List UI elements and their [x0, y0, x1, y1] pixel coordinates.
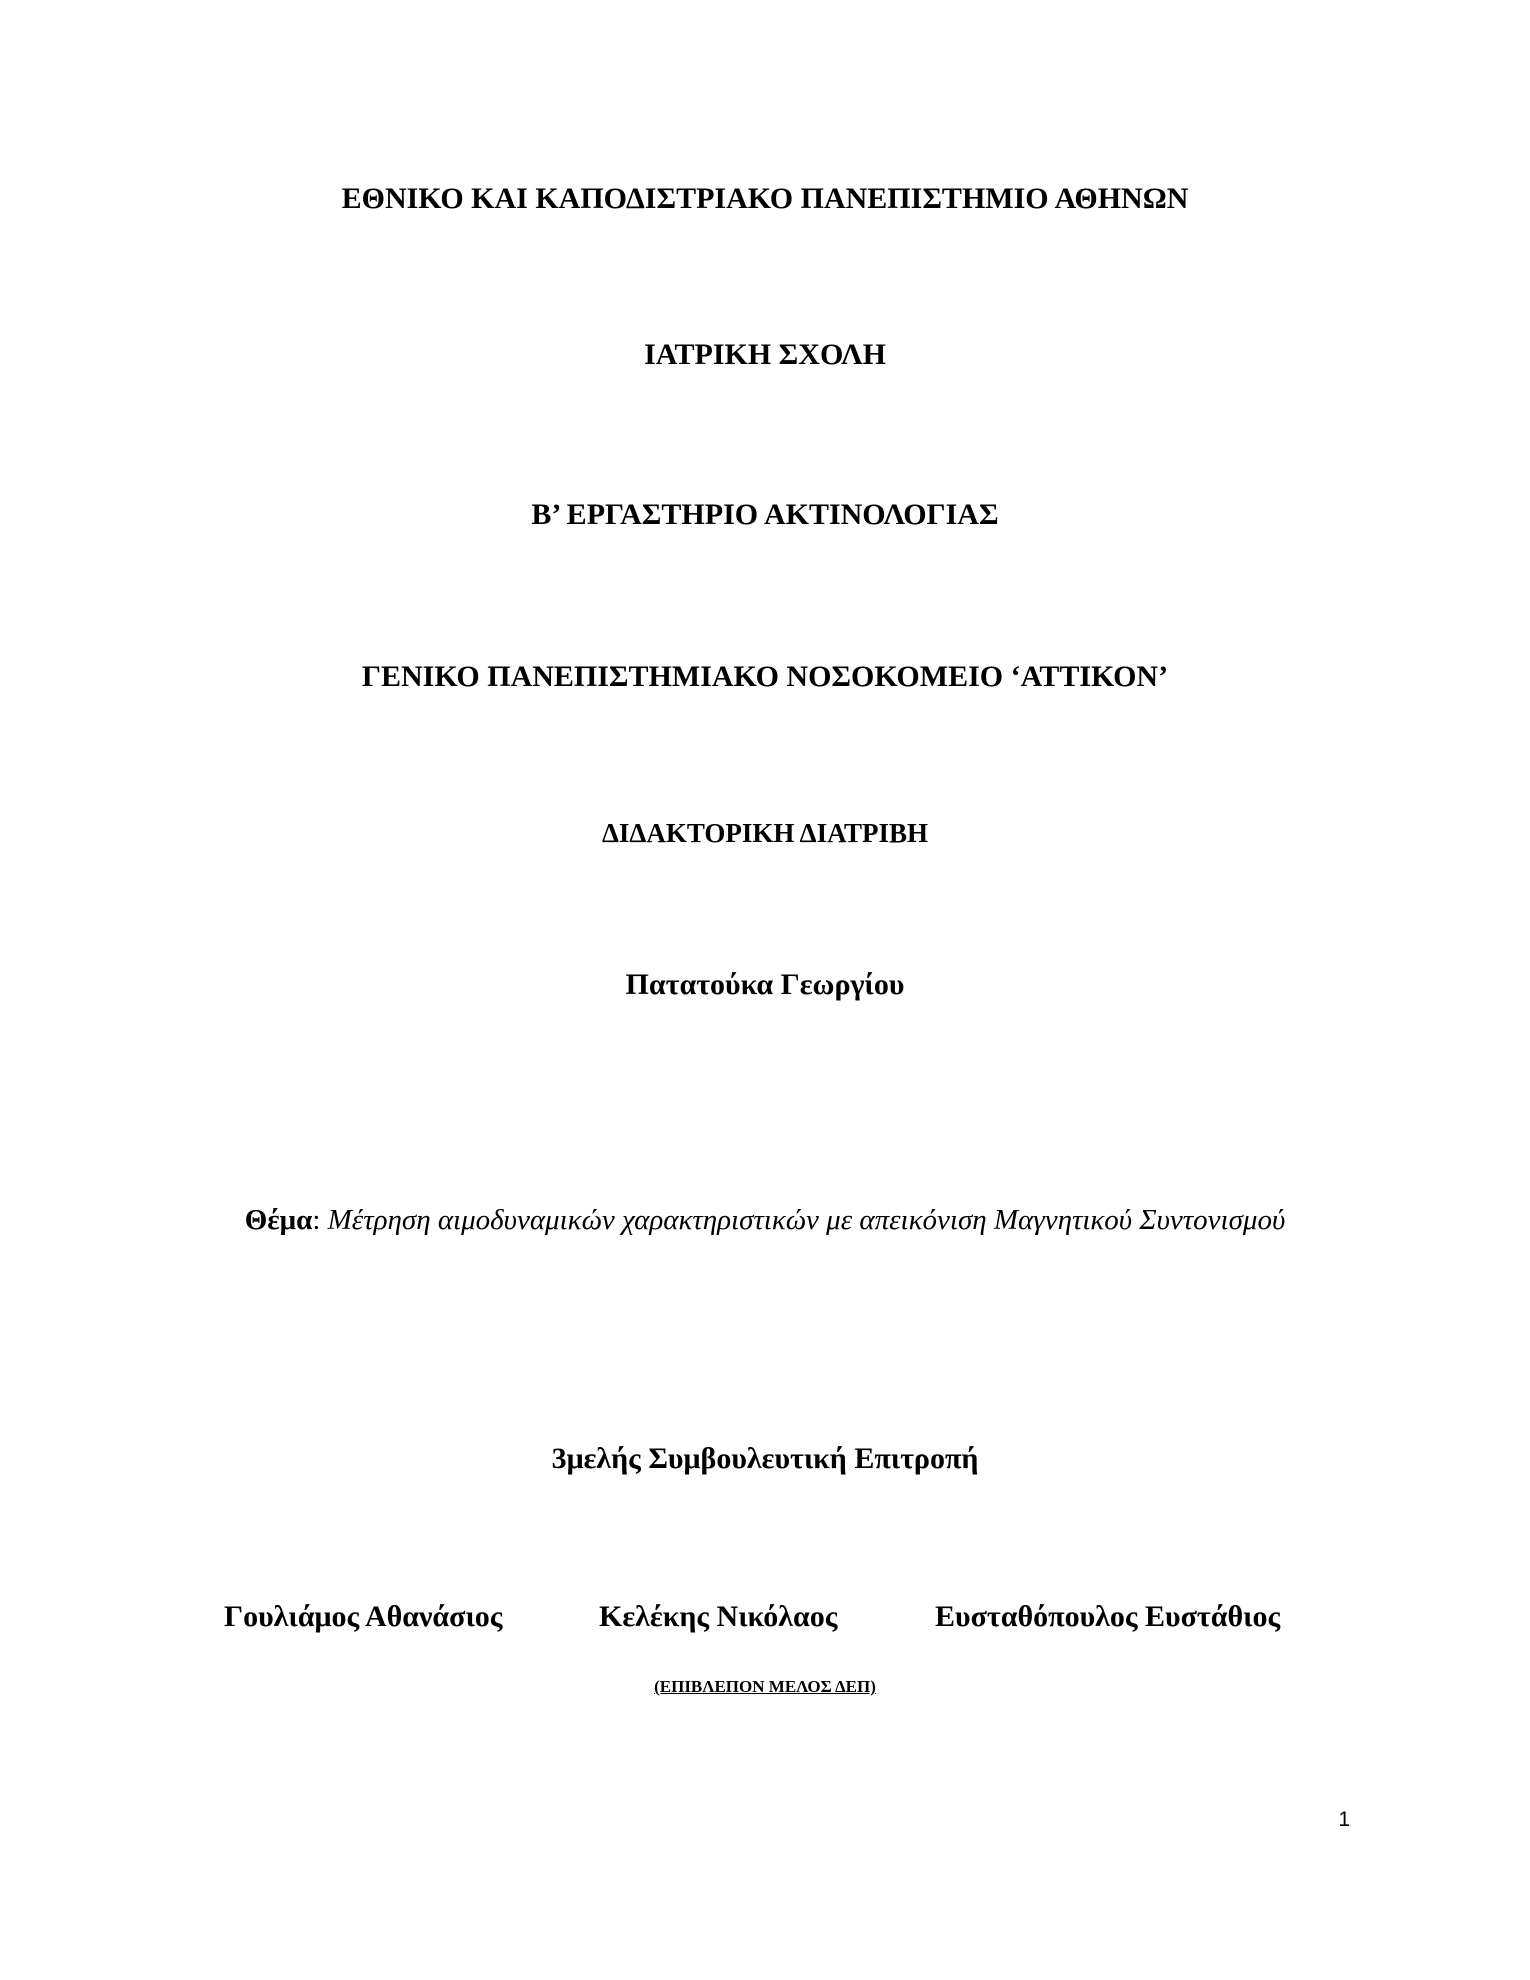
committee-member: Γουλιάμος Αθανάσιος	[224, 1600, 503, 1633]
page-number: 1	[1338, 1808, 1350, 1831]
supervisor-note: (ΕΠΙΒΛΕΠΟΝ ΜΕΛΟΣ ΔΕΠ)	[654, 1677, 876, 1696]
university-heading: ΕΘΝΙΚΟ ΚΑΙ ΚΑΠΟΔΙΣΤΡΙΑΚΟ ΠΑΝΕΠΙΣΤΗΜΙΟ ΑΘΗΝΩΝ	[341, 182, 1189, 215]
thesis-type-heading: ΔΙΔΑΚΤΟΡΙΚΗ ΔΙΑΤΡΙΒΗ	[602, 818, 928, 848]
school-heading: ΙΑΤΡΙΚΗ ΣΧΟΛΗ	[644, 338, 886, 371]
laboratory-heading: Β’ ΕΡΓΑΣΤΗΡΙΟ ΑΚΤΙΝΟΛΟΓΙΑΣ	[531, 498, 999, 531]
author-name: Πατατούκα Γεωργίου	[625, 968, 905, 1001]
committee-title: 3μελής Συμβουλευτική Επιτροπή	[551, 1442, 979, 1475]
committee-members	[0, 1600, 1530, 1644]
hospital-heading: ΓΕΝΙΚΟ ΠΑΝΕΠΙΣΤΗΜΙΑΚΟ ΝΟΣΟΚΟΜΕΙΟ ‘ΑΤΤΙΚΟΝ’	[361, 660, 1169, 693]
topic-label: Θέμα	[244, 1204, 313, 1236]
committee-member: Κελέκης Νικόλαος	[599, 1600, 838, 1633]
committee-member: Ευσταθόπουλος Ευστάθιος	[935, 1600, 1281, 1633]
topic-value: Μέτρηση αιμοδυναμικών χαρακτηριστικών με απεικόνιση Μαγνητικού Συντονισμού	[327, 1204, 1286, 1236]
topic-separator: :	[312, 1204, 328, 1236]
topic-line	[0, 1204, 1530, 1237]
